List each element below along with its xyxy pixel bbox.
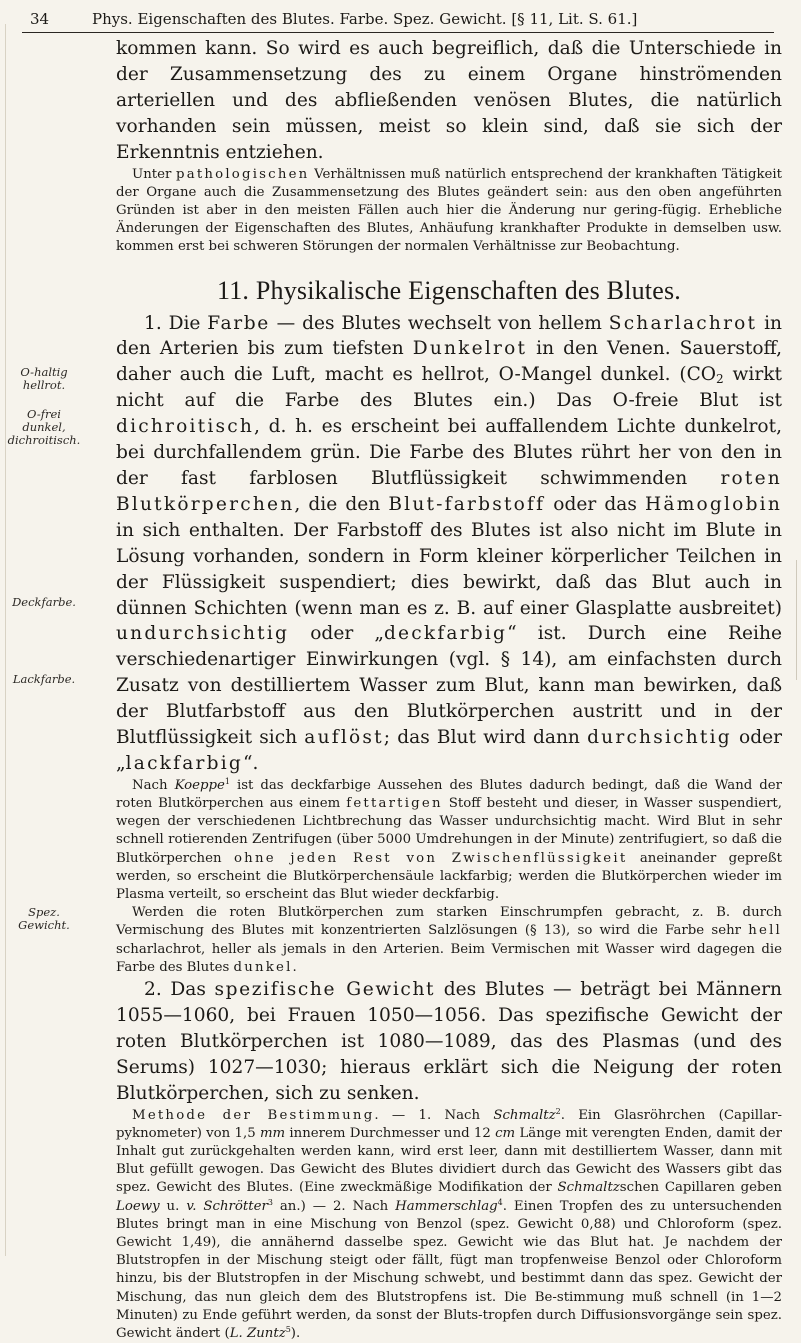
paragraph-gewicht: 2. Das spezifische Gewicht des Blutes — beträgt bei Männern 1055—1060, bei Frauen 1050—1056. Das spezifische Gewicht der roten Blutkörperchen ist 1080—1089, das des Plasmas (und des Serums) 1027—1030; hieraus erklärt sich die Neigung der roten Blutkörperchen, sich zu senken. [116, 979, 782, 1104]
running-title: Phys. Eigenschaften des Blutes. Farbe. Spez. Gewicht. [§ 11, Lit. S. 61.] [92, 10, 638, 28]
margin-note-deckfarbe: Deckfarbe. [12, 595, 76, 609]
section-title: 11. Physikalische Eigenschaften des Blutes. [217, 275, 681, 305]
header-rule [22, 32, 774, 33]
note-einschrumpfen: Werden die roten Blutkörperchen zum starken Einschrumpfen gebracht, z. B. durch Vermischung des Blutes mit konzentrierten Salzlösungen (§ 13), so wird die Farbe sehr hell scharlachrot, heller als jemals in den Arterien. Beim Vermischen mit Wasser wird dagegen die Farbe des Blutes dunkel. [116, 905, 782, 975]
page-edge-left [5, 24, 6, 1256]
note-pathologisch: Unter pathologischen Verhältnissen muß natürlich entsprechend der krankhaften Tätigkeit der Organe auch die Zusammensetzung des Blutes geändert sein: aus den oben angeführten Gründen ist aber in den meisten Fällen auch hier die Änderung nur gering-fügig. Erhebliche Änderungen der Eigenschaften des Blutes, Anhäufung krankhafter Produkte in demselben usw. kommen erst bei schweren Störungen der normalen Verhältnisse zur Beobachtung. [116, 166, 782, 255]
page-edge-right [796, 560, 797, 680]
margin-note-o-frei: O-frei dunkel, dichroitisch. [7, 407, 81, 447]
margin-note-o-haltig: O-haltig hellrot. [20, 365, 68, 392]
note-methode: Methode der Bestimmung. — 1. Nach Schmaltz$^2$. Ein Glasröhrchen (Capillar-pyknometer) von 1,5 mm innerem Durchmesser und 12 cm Länge mit verengten Enden, damit der Inhalt gut zurückgehalten werden kann, wird erst leer, dann mit destilliertem Wasser, dann mit Blut gefüllt gewogen. Das Gewicht des Blutes dividiert durch das Gewicht des Wassers gibt das spez. Gewicht des Blutes. (Eine zweckmäßige Modifikation der Schmaltzschen Capillaren geben Loewy u. v. Schrötter$^3$ an.) — 2. Nach Hammerschlag$^4$. Einen Tropfen des zu untersuchenden Blutes bringt man in eine Mischung von Benzol (spez. Gewicht 0,88) und Chloroform (spez. Gewicht 1,49), die annähernd dasselbe spez. Gewicht wie das Blut hat. Je nachdem der Blutstropfen in der Mischung steigt oder fällt, fügt man tropfenweise Benzol oder Chloroform hinzu, bis der Blutstropfen in der Mischung schwebt, und bestimmt dann das spez. Gewicht der Mischung, das nun gleich dem des Blutstropfens ist. Die Be-stimmung muß schnell (in 1—2 Minuten) zu Ende geführt werden, da sonst der Bluts-tropfen durch Diffusionsvorgänge sein spez. Gewicht ändert (L. Zuntz$^5$). [116, 1106, 783, 1342]
margin-note-spez-gewicht: Spez. Gewicht. [18, 905, 70, 932]
margin-note-lackfarbe: Lackfarbe. [12, 672, 76, 686]
paragraph-farbe: 1. Die Farbe — des Blutes wechselt von hellem Scharlachrot in den Arterien bis zum tiefsten Dunkelrot in den Venen. Sauerstoff, daher auch die Luft, macht es hellrot, O-Mangel dunkel. ($CO_2$ wirkt nicht auf die Farbe des Blutes ein.) Das O-freie Blut ist dichroitisch, d. h. es erscheint bei auffallendem Lichte dunkelrot, bei durchfallendem grün. Die Farbe des Blutes rührt her von den in der fast farblosen Blutflüssigkeit schwimmenden roten Blutkörperchen, die den Blut-farbstoff oder das Hämoglobin in sich enthalten. Der Farbstoff des Blutes ist also nicht im Blute in Lösung vorhanden, sondern in Form kleiner körperlicher Teilchen in der Flüssigkeit suspendiert; dies bewirkt, daß das Blut auch in dünnen Schichten (wenn man es z. B. auf einer Glasplatte ausbreitet) undurchsichtig oder „deckfarbig“ ist. Durch eine Reihe verschiedenartiger Einwirkungen (vgl. § 14), am einfachsten durch Zusatz von destilliertem Wasser zum Blut, kann man bewirken, daß der Blutfarbstoff aus den Blutkörperchen austritt und in der Blutflüssigkeit sich auflöst; das Blut wird dann durchsichtig oder „lackfarbig“. [116, 312, 783, 774]
paragraph-intro: kommen kann. So wird es auch begreiflich, daß die Unterschiede in der Zusammensetzung des zu einem Organe hinströmenden arteriellen und des abfließenden venösen Blutes, die natürlich vorhanden sein müssen, meist so klein sind, daß sie sich der Erkenntnis entziehen. [116, 38, 782, 163]
running-header [22, 6, 774, 32]
note-koeppe: Nach Koeppe$^1$ ist das deckfarbige Aussehen des Blutes dadurch bedingt, daß die Wand der roten Blutkörperchen aus einem fettartigen Stoff besteht und dieser, in Wasser suspendiert, wegen der verschiedenen Lichtbrechung das Wasser undurchsichtig macht. Wird Blut in sehr schnell rotierenden Zentrifugen (über 5000 Umdrehungen in der Minute) zentrifugiert, so daß die Blutkörperchen ohne jeden Rest von Zwischenflüssigkeit aneinander gepreßt werden, so erscheint die Blutkörperchensäule lackfarbig; werden die Blutkörperchen wieder im Plasma verteilt, so erscheint das Blut wieder deckfarbig. [116, 777, 783, 903]
page-number: 34 [30, 10, 50, 28]
body-text [116, 36, 782, 1343]
